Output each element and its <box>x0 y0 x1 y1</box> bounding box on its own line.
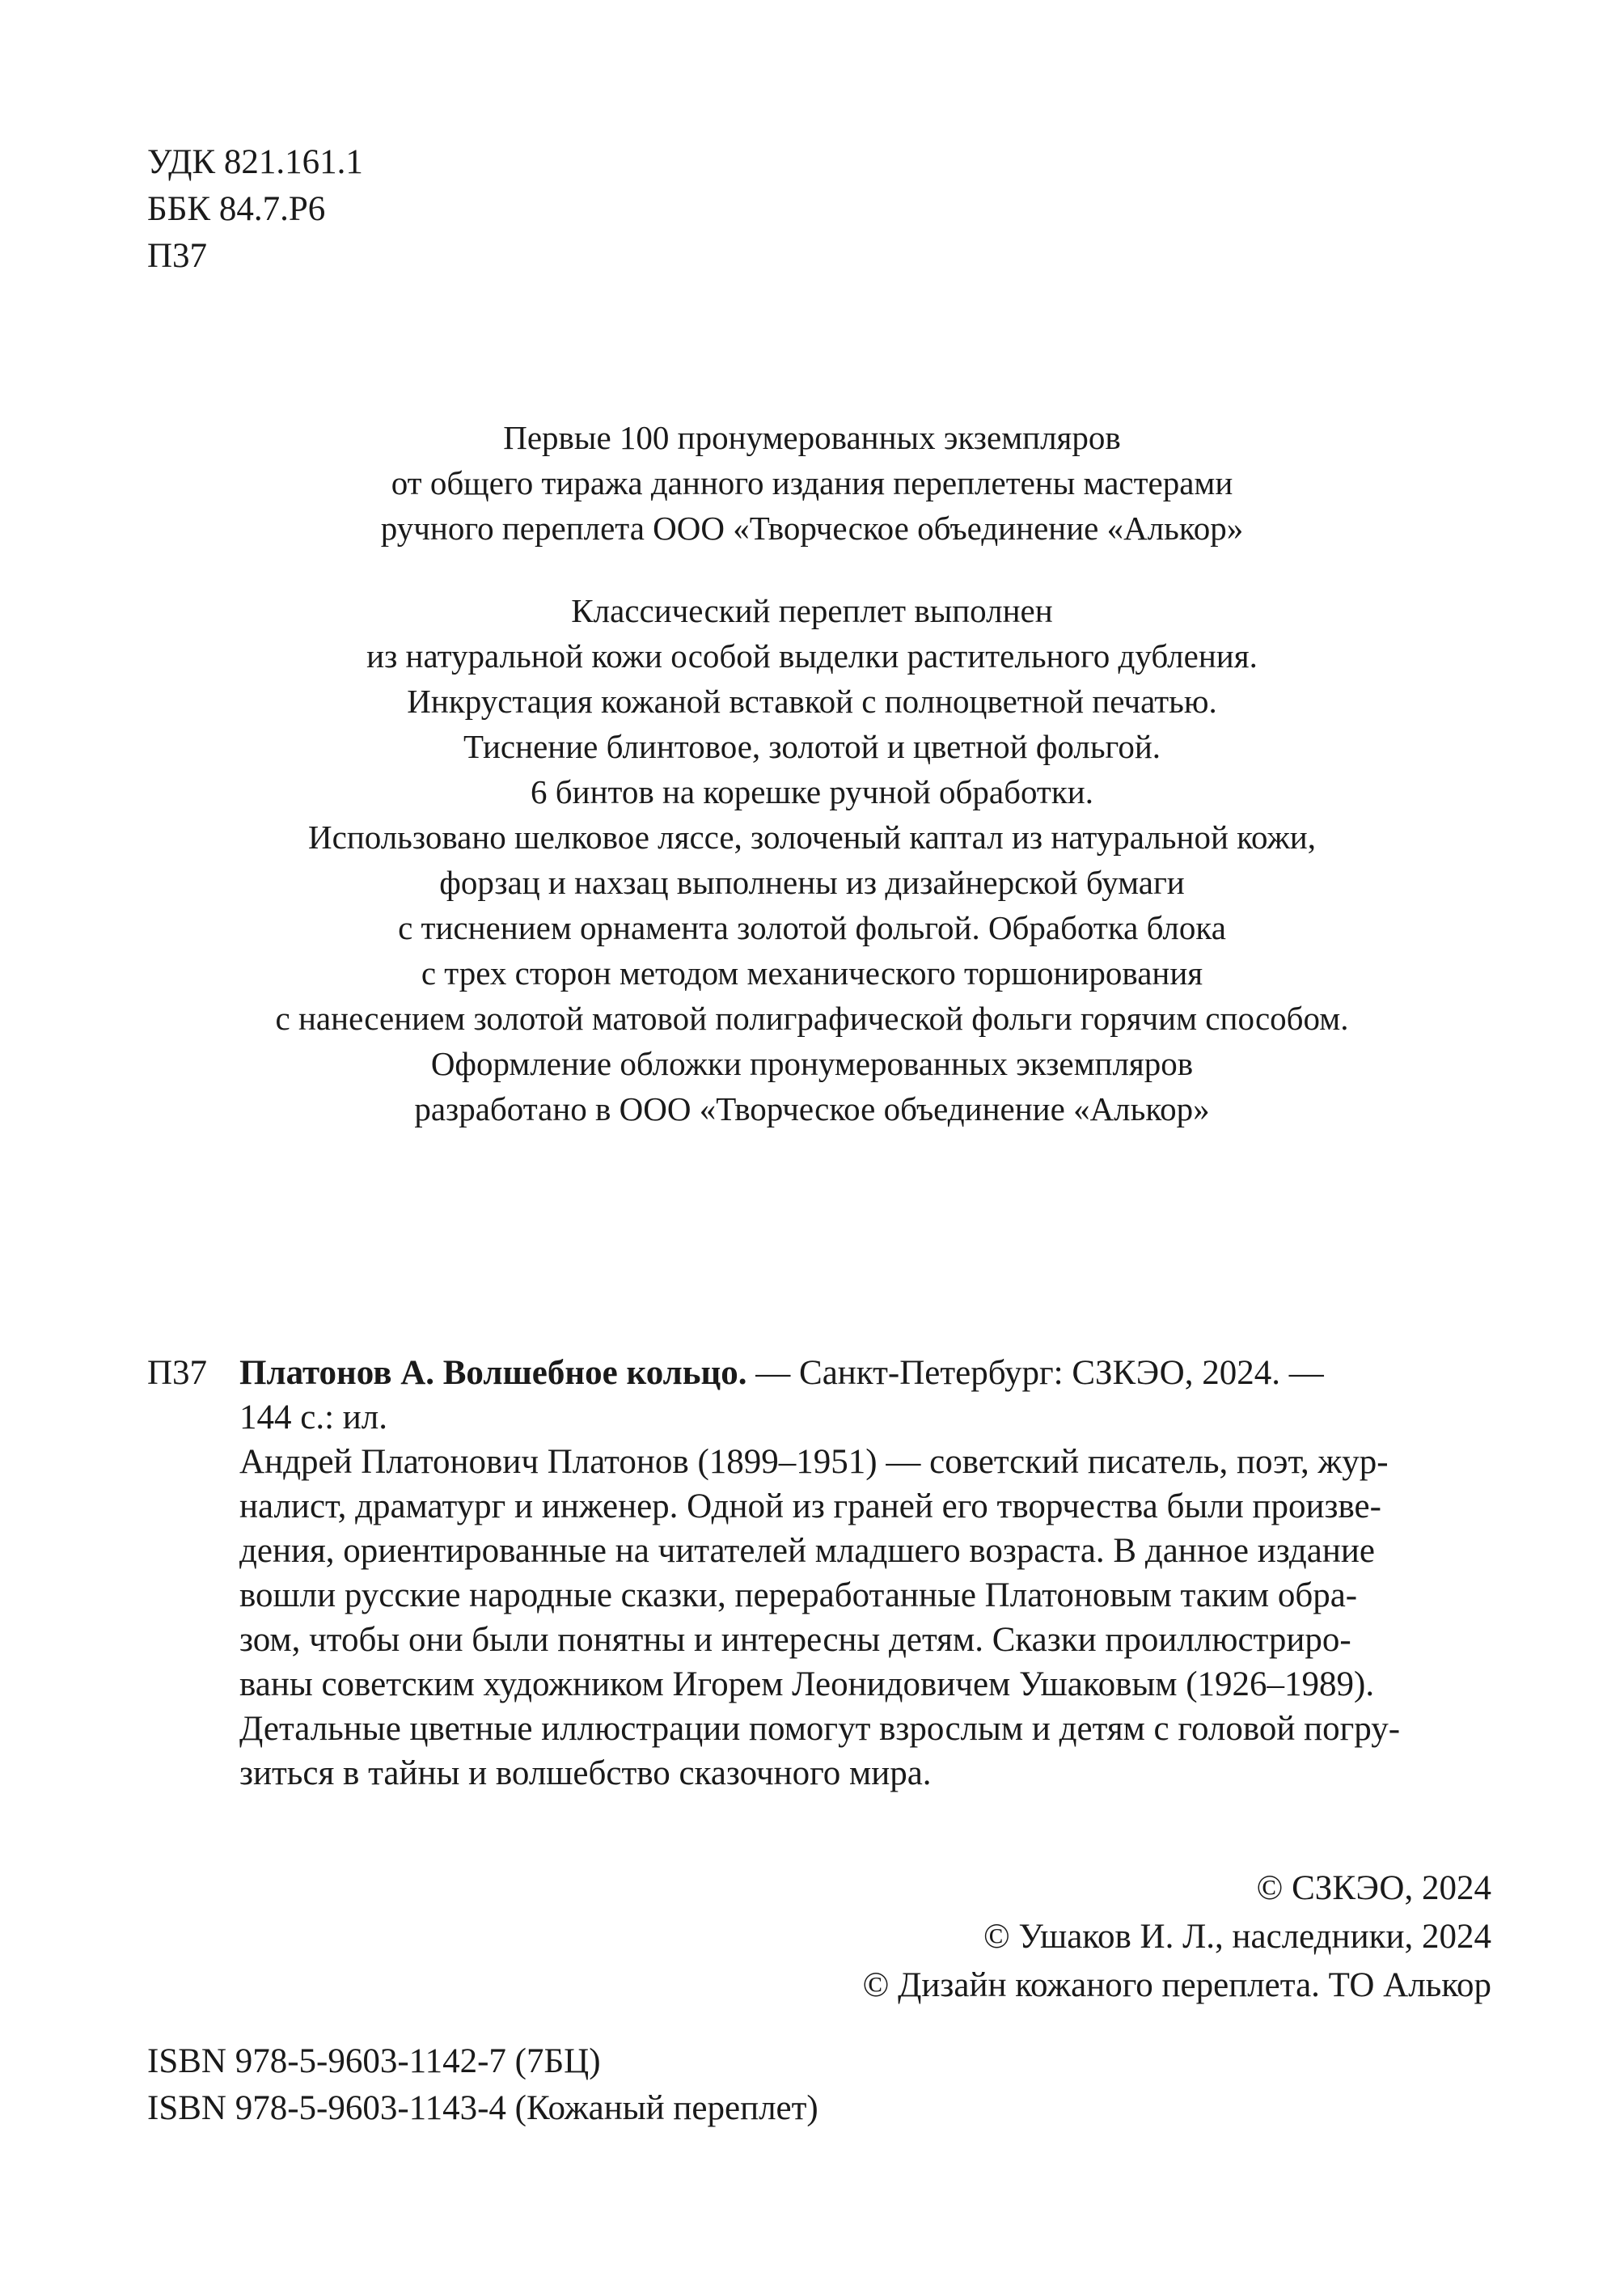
annotation-line: налист, драматург и инженер. Одной из граней его творчества были произве- <box>239 1487 1381 1525</box>
annotation-line: Андрей Платонович Платонов (1899–1951) — советский писатель, поэт, жур- <box>239 1443 1389 1481</box>
binding-note-line: форзац и нахзац выполнены из дизайнерской бумаги <box>439 864 1185 901</box>
annotation-line: ваны советским художником Игорем Леонидовичем Ушаковым (1926–1989). <box>239 1665 1375 1703</box>
classification-block <box>147 139 363 280</box>
record-pages: 144 с.: ил. <box>239 1398 388 1436</box>
binding-note-line: Инкрустация кожаной вставкой с полноцветной печатью. <box>407 683 1217 720</box>
bibliographic-record <box>147 1351 1490 1796</box>
binding-note-line: из натуральной кожи особой выделки растительного дубления. <box>366 637 1258 675</box>
annotation-line: Детальные цветные иллюстрации помогут взрослым и детям с головой погру- <box>239 1710 1401 1748</box>
edition-note-line: Первые 100 пронумерованных экземпляров <box>503 419 1121 456</box>
annotation-line: зиться в тайны и волшебство сказочного мира. <box>239 1754 932 1792</box>
binding-note-line: с трех сторон методом механического торшонирования <box>421 954 1203 992</box>
binding-note-line: разработано в ООО «Творческое объединение «Алькор» <box>414 1090 1210 1127</box>
binding-note-line: с тиснением орнамента золотой фольгой. Обработка блока <box>398 909 1226 946</box>
record-title: Платонов А. Волшебное кольцо. <box>239 1354 747 1392</box>
edition-note <box>0 415 1624 551</box>
isbn-block <box>147 2038 818 2132</box>
annotation-line: дения, ориентированные на читателей младшего возраста. В данное издание <box>239 1532 1375 1570</box>
udk-code: УДК 821.161.1 <box>147 143 363 181</box>
binding-note-line: Оформление обложки пронумерованных экземпляров <box>430 1045 1194 1082</box>
copyright-line: © Ушаков И. Л., наследники, 2024 <box>983 1918 1491 1956</box>
annotation-line: вошли русские народные сказки, переработанные Платоновым таким обра- <box>239 1576 1358 1614</box>
bbk-code: ББК 84.7.Р6 <box>147 190 326 228</box>
isbn-line: ISBN 978-5-9603-1142-7 (7БЦ) <box>147 2042 601 2080</box>
copyright-line: © Дизайн кожаного переплета. ТО Алькор <box>862 1966 1491 2004</box>
record-code: П37 <box>147 1354 208 1392</box>
record-heading <box>239 1351 1490 1395</box>
author-mark: П37 <box>147 237 208 275</box>
edition-note-line: ручного переплета ООО «Творческое объединение «Алькор» <box>380 510 1244 547</box>
copyright-block <box>863 1864 1491 2010</box>
binding-note-line: Тиснение блинтовое, золотой и цветной фольгой. <box>463 728 1161 765</box>
binding-note-line: с нанесением золотой матовой полиграфической фольги горячим способом. <box>275 1000 1349 1037</box>
binding-note-line: Классический переплет выполнен <box>571 592 1053 629</box>
record-publication: — Санкт-Петербург: СЗКЭО, 2024. — <box>746 1354 1324 1392</box>
annotation-line: зом, чтобы они были понятны и интересны детям. Сказки проиллюстриро- <box>239 1621 1351 1659</box>
isbn-line: ISBN 978-5-9603-1143-4 (Кожаный переплет) <box>147 2089 818 2127</box>
binding-note <box>0 588 1624 1132</box>
edition-note-line: от общего тиража данного издания переплетены мастерами <box>391 464 1233 501</box>
record-annotation <box>147 1440 1490 1796</box>
copyright-line: © СЗКЭО, 2024 <box>1256 1869 1491 1907</box>
record-body <box>239 1351 1490 1440</box>
binding-note-line: 6 бинтов на корешке ручной обработки. <box>531 773 1093 810</box>
binding-note-line: Использовано шелковое ляссе, золоченый каптал из натуральной кожи, <box>308 819 1316 856</box>
